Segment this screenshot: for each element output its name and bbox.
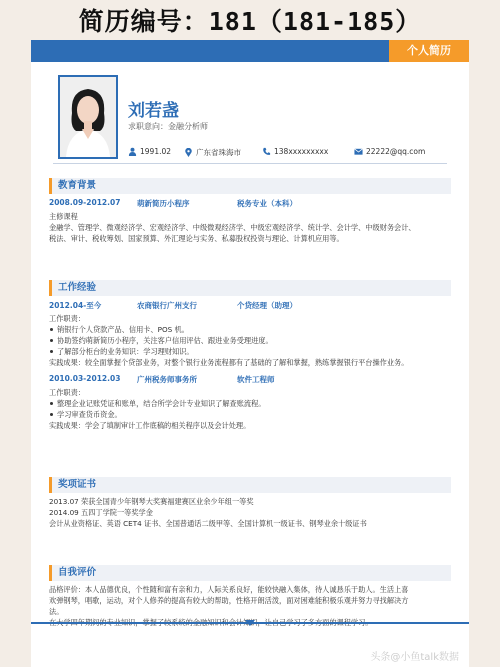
courses-label: 主修课程: [49, 212, 78, 221]
job2-position: 软件工程师: [237, 375, 275, 384]
candidate-name: 刘若盏: [128, 101, 179, 121]
self-eval-section: [49, 565, 451, 628]
info-phone: [262, 147, 328, 156]
info-birth: [128, 147, 171, 156]
info-location: [184, 147, 241, 158]
job1-duty-item: 协助签约萌新简历小程序，关注客户信用评估、跟进业务受理进度。: [49, 335, 451, 346]
resume-number-title: 简历编号：181（181-185）: [78, 7, 422, 36]
courses-line-2: 税法、审计、税收筹划、国家预算、外汇理论与实务、私募股权投资与理论、计算机应用等。: [49, 234, 344, 243]
watermark: 头条@小鱼talk数据: [370, 652, 459, 663]
person-icon: [128, 147, 137, 156]
job2-row: [49, 374, 451, 385]
phone-value: 138xxxxxxxxx: [274, 147, 329, 156]
job2-company: 广州税务师事务所: [137, 375, 197, 384]
courses-line-1: 金融学、管理学、微观经济学、宏观经济学、中级微观经济学、中级宏观经济学、统计学、会计学、中级财务会计、: [49, 223, 416, 232]
job1-duty-label: 工作职责：: [49, 314, 85, 323]
awards-section: [49, 477, 451, 529]
location-icon: [184, 148, 193, 157]
info-divider: [53, 163, 447, 164]
self-eval-line: 欢弹钢琴，唱歌，运动，对个人修养的提高有较大的帮助，性格开朗活泼，面对困难能积极乐观并努力寻找解决方: [49, 596, 409, 605]
email-icon: [354, 147, 363, 156]
self-eval-heading: 自我评价: [49, 565, 451, 581]
award-item: 会计从业资格证、英语 CET4 证书、全国普通话二级甲等、全国计算机一级证书、钢琴业余十级证书: [49, 519, 367, 528]
awards-heading: 奖项证书: [49, 477, 451, 493]
info-email: [354, 147, 425, 156]
job2-period: 2010.03-2012.03: [49, 374, 121, 383]
job1-duty-item: 销银行个人贷款产品、信用卡、POS 机。: [49, 324, 451, 335]
education-heading: 教育背景: [49, 178, 451, 194]
work-section: [49, 280, 451, 431]
top-title-bar: [0, 0, 500, 40]
education-section: [49, 178, 451, 244]
education-major: 税务专业（本科）: [237, 199, 297, 208]
job1-position: 个贷经理（助理）: [237, 301, 297, 310]
education-school: 萌新简历小程序: [137, 199, 190, 208]
job1-row: [49, 300, 451, 311]
location-value: 广东省珠海市: [196, 148, 241, 157]
education-row: [49, 198, 451, 209]
education-period: 2008.09-2012.07: [49, 198, 121, 207]
job1-result: 实践成果：较全面掌握个贷部业务，对整个银行业务流程都有了基础的了解和掌握，熟练掌握银行平台操作业务。: [49, 358, 409, 367]
portrait-image: [60, 77, 116, 157]
birth-value: 1991.02: [140, 147, 172, 156]
job1-duty-item: 了解部分柜台的业务知识：学习理财知识。: [49, 346, 451, 357]
job2-duty-item: 学习审查货币资金。: [49, 409, 451, 420]
phone-icon: [262, 147, 271, 156]
resume-paper: [31, 40, 469, 667]
job2-duty-item: 整理企业记账凭证和账单，结合所学会计专业知识了解查账流程。: [49, 398, 451, 409]
profile-photo: [58, 75, 118, 159]
job1-period: 2012.04-至今: [49, 301, 102, 310]
email-value: 22222@qq.com: [366, 147, 426, 156]
award-item: 2014.09 五四丁学院一等奖学金: [49, 508, 153, 517]
work-heading: 工作经验: [49, 280, 451, 296]
resume-tag: 个人简历: [389, 40, 469, 62]
job-intent: 求职意向：金融分析师: [128, 122, 208, 131]
self-eval-line: 法。: [49, 607, 64, 616]
bottom-arrow-icon: [245, 620, 255, 626]
job2-result: 实践成果：学会了填制审计工作底稿的相关程序以及会计处理。: [49, 421, 251, 430]
award-item: 2013.07 荣获全国青少年钢琴大奖赛福建赛区业余少年组一等奖: [49, 497, 254, 506]
job1-company: 农商银行广州支行: [137, 301, 197, 310]
job2-duty-label: 工作职责：: [49, 388, 85, 397]
self-eval-line: 品格评价：本人品德优良，个性随和富有亲和力，人际关系良好，能较快融入集体，待人诚恳乐于助人。生活上喜: [49, 585, 409, 594]
